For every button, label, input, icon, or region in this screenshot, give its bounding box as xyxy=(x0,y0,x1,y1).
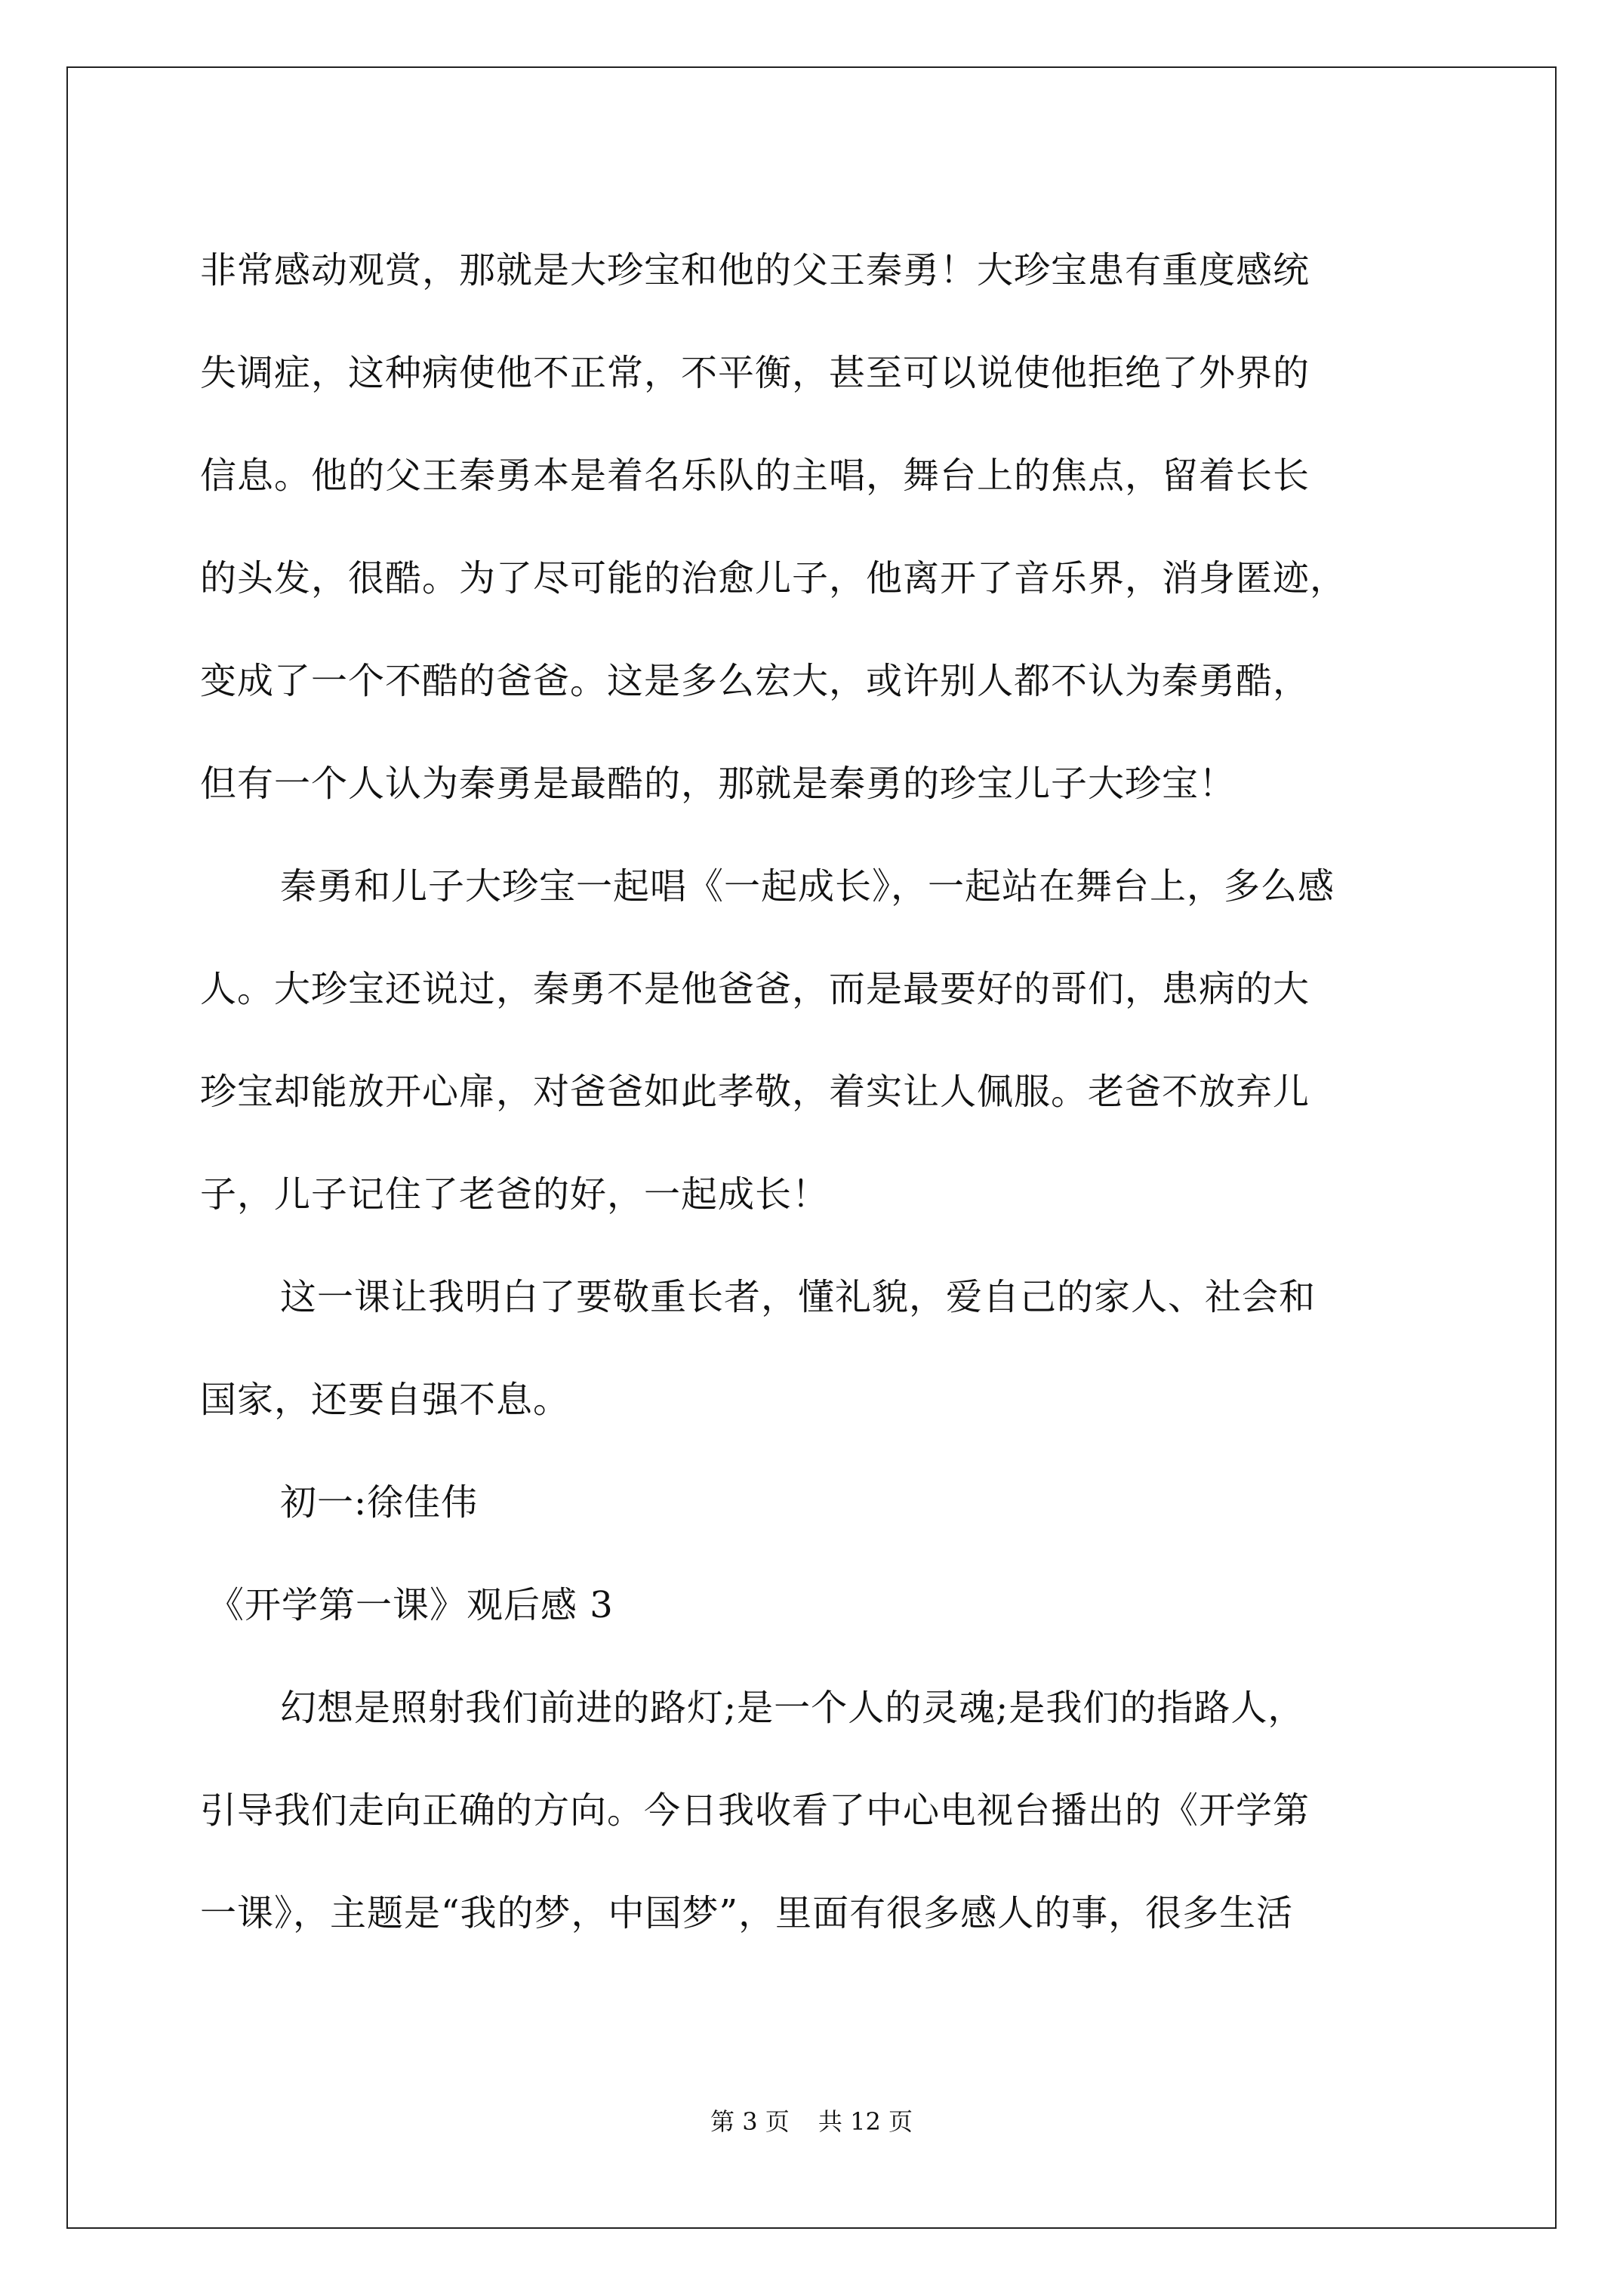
text-line: 珍宝却能放开心扉，对爸爸如此孝敬，着实让人佩服。老爸不放弃儿 xyxy=(200,1071,1310,1113)
text-line: 但有一个人认为秦勇是最酷的，那就是秦勇的珍宝儿子大珍宝！ xyxy=(200,763,1236,805)
page-total: 共 12 页 xyxy=(818,2107,913,2136)
page-number: 第 3 页 xyxy=(710,2107,790,2136)
paragraph-start-line: 这一课让我明白了要敬重长者，懂礼貌，爱自己的家人、社会和 xyxy=(280,1276,1317,1318)
paragraph-start-line: 秦勇和儿子大珍宝一起唱《一起成长》，一起站在舞台上，多么感 xyxy=(280,865,1335,908)
text-line: 信息。他的父王秦勇本是着名乐队的主唱，舞台上的焦点，留着长长 xyxy=(200,455,1310,497)
text-line: 一课》，主题是“我的梦，中国梦”，里面有很多感人的事，很多生活 xyxy=(200,1892,1294,1934)
author-signature: 初一:徐佳伟 xyxy=(280,1481,479,1524)
text-line: 失调症，这种病使他不正常，不平衡，甚至可以说使他拒绝了外界的 xyxy=(200,352,1310,394)
document-body xyxy=(200,219,1468,1965)
section-heading: 《开学第一课》观后感 3 xyxy=(208,1584,614,1626)
page-footer xyxy=(0,2106,1623,2137)
paragraph-start-line: 幻想是照射我们前进的路灯;是一个人的灵魂;是我们的指路人， xyxy=(280,1687,1305,1729)
text-line: 非常感动观赏，那就是大珍宝和他的父王秦勇！大珍宝患有重度感统 xyxy=(200,249,1310,291)
text-line: 的头发，很酷。为了尽可能的治愈儿子，他离开了音乐界，消身匿迹， xyxy=(200,557,1347,599)
text-line: 国家，还要自强不息。 xyxy=(200,1379,571,1421)
text-line: 人。大珍宝还说过，秦勇不是他爸爸，而是最要好的哥们，患病的大 xyxy=(200,968,1310,1010)
text-line: 变成了一个不酷的爸爸。这是多么宏大，或许别人都不认为秦勇酷， xyxy=(200,660,1310,702)
text-line: 引导我们走向正确的方向。今日我收看了中心电视台播出的《开学第 xyxy=(200,1789,1310,1832)
text-line: 子，儿子记住了老爸的好，一起成长！ xyxy=(200,1173,830,1216)
